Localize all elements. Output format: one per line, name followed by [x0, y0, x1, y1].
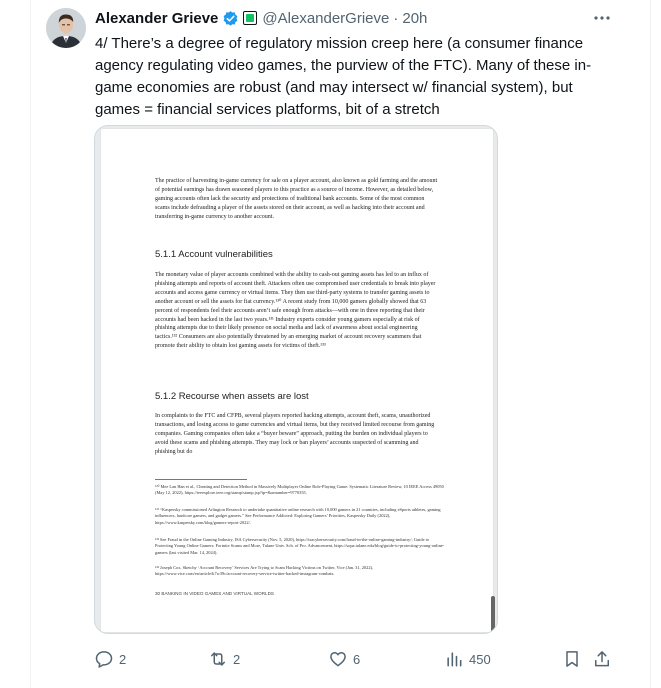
like-button[interactable] — [328, 648, 360, 670]
author-name[interactable]: Alexander Grieve — [95, 9, 219, 27]
heart-icon — [328, 649, 348, 669]
author-handle[interactable]: @AlexanderGrieve — [262, 9, 390, 27]
footnote: ¹³¹ “Kaspersky commissioned Arlington Research to undertake quantitative online research with 10,000 gamers in 21 countries, including eSports athletes, gaming influencers, hardcore gamers, and gadget gamers.” See Performance Addicted: Exploring Gamers’ Priorities, Kaspersky Daily (2022), https://www.kaspersky.com/blog/gamers-report-2022/. — [155, 507, 441, 525]
doc-section-1-body: The monetary value of player accounts combined with the ability to cash-out gaming assets has led to an influx of phishing attempts and reports of account theft. Attackers often use compromised user credentials to break into player accounts and access game currency or virtual items. They then use third-party systems to transfer gaming assets to another account or sell the assets for fiat currency.¹³⁰ A recent study from 10,000 gamers globally showed that 63 percent of respondents feel their accounts aren’t safe enough from attacks—with one in three reporting that their accounts had been hacked in the last two years.¹³¹ Industry experts consider young gamers especially at risk of phishing attempts due to their likely presence on social media and lack of awareness about social engineering tactics.¹³² Consumers are also potentially threatened by an emerging market of account recovery scammers that promote their ability to obtain lost gaming assets for victims of theft.¹³³ — [155, 272, 436, 350]
timeline-border-left — [30, 0, 31, 688]
doc-section-2-body: In complaints to the FTC and CFPB, several players reported hacking attempts, account theft, scams, unauthorized transactions, and losing access to game currencies and virtual items, but they received limited recourse from gaming companies. Gaming companies often take a “buyer beware” approach, putting the burden on individual players to avoid these scams and phishing attempts. They may lock or ban players’ accounts suspected of scamming and phishing but do — [155, 413, 435, 455]
avatar-photo — [46, 8, 86, 48]
repost-button[interactable] — [208, 648, 240, 670]
bookmark-icon — [562, 649, 582, 669]
timeline-border-right — [650, 0, 651, 688]
share-button[interactable] — [592, 648, 612, 670]
share-icon — [592, 649, 612, 669]
tweet-header — [95, 8, 427, 28]
page-footer: 30 BANKING IN VIDEO GAMES AND VIRTUAL WORLDS — [155, 591, 274, 596]
verified-badge-icon — [222, 10, 239, 27]
document-page — [101, 129, 493, 632]
reply-button[interactable] — [94, 648, 126, 670]
bookmark-button[interactable] — [562, 648, 582, 670]
repost-count: 2 — [233, 651, 241, 667]
image-scrollbar — [491, 596, 495, 632]
more-icon — [593, 15, 611, 21]
like-count: 6 — [353, 651, 361, 667]
section-heading-2: 5.1.2 Recourse when assets are lost — [155, 391, 309, 402]
attached-image[interactable] — [94, 125, 498, 634]
more-button[interactable] — [590, 8, 614, 28]
footnote: ¹³⁰ Mee Lan Han et al., Cheating and Detection Method in Massively Multiplayer Online Role-Playing Game: Systematic Literature Review, 10 IEEE Access 49050 (May 12, 2022), https://ieeexplore.ieee.org/stamp/stamp.jsp?tp=&arnumber=9770355. — [155, 484, 444, 496]
reply-icon — [94, 649, 114, 669]
views-button[interactable] — [444, 648, 491, 670]
footnote: ¹³³ Joseph Cox, Sketchy ‘Account Recovery’ Services Are Trying to Scam Hacking Victims on Twitter, Vice (Jan. 31, 2022), https://www.vice.com/en/article/k7w39c/account-recovery-service-twitter-hacked-instagram-combats. — [155, 565, 374, 577]
section-heading-1: 5.1.1 Account vulnerabilities — [155, 249, 273, 260]
avatar[interactable] — [46, 8, 86, 48]
timestamp[interactable]: 20h — [402, 9, 428, 27]
doc-intro: The practice of harvesting in-game currency for sale on a player account, also known as gold farming and the amount of potential earnings has drawn seasoned players to this practice as a source of income. However, as detailed below, gaming accounts often lack the security and protections of traditional bank accounts. Some of the most common scams include defrauding a player of the assets stored on their account, as well as hacking into their account and transferring in-game currency to another account. — [155, 178, 438, 220]
reply-count: 2 — [119, 651, 127, 667]
separator-dot: · — [393, 9, 399, 27]
repost-icon — [208, 649, 228, 669]
footnote: ¹³² See Fraud in the Online Gaming Industry, ISA Cybersecurity (Nov. 5, 2020), https://isacybersecurity.com/fraud-in-the-online-gaming-industry/; Guide to Protecting Young Online Gamers: Fortnite Scams and More, Tulane Univ. Sch. of Pro. Advancement, https://sopa.tulane.edu/blog/guide-to-protecting-young-online-gamers (last visited Mar. 14, 2024). — [155, 537, 445, 555]
affiliate-badge-icon[interactable] — [243, 11, 257, 25]
views-icon — [444, 649, 464, 669]
view-count: 450 — [469, 651, 491, 667]
footnote-rule — [155, 479, 247, 480]
tweet-text: 4/ There’s a degree of regulatory mission creep here (a consumer finance agency regulating video games, the purview of the FTC). Many of these in-game economies are robust (and may intersect w/ financial system), but games = financial services platforms, bit of a stretch — [95, 35, 592, 118]
tweet-actions — [0, 648, 661, 672]
